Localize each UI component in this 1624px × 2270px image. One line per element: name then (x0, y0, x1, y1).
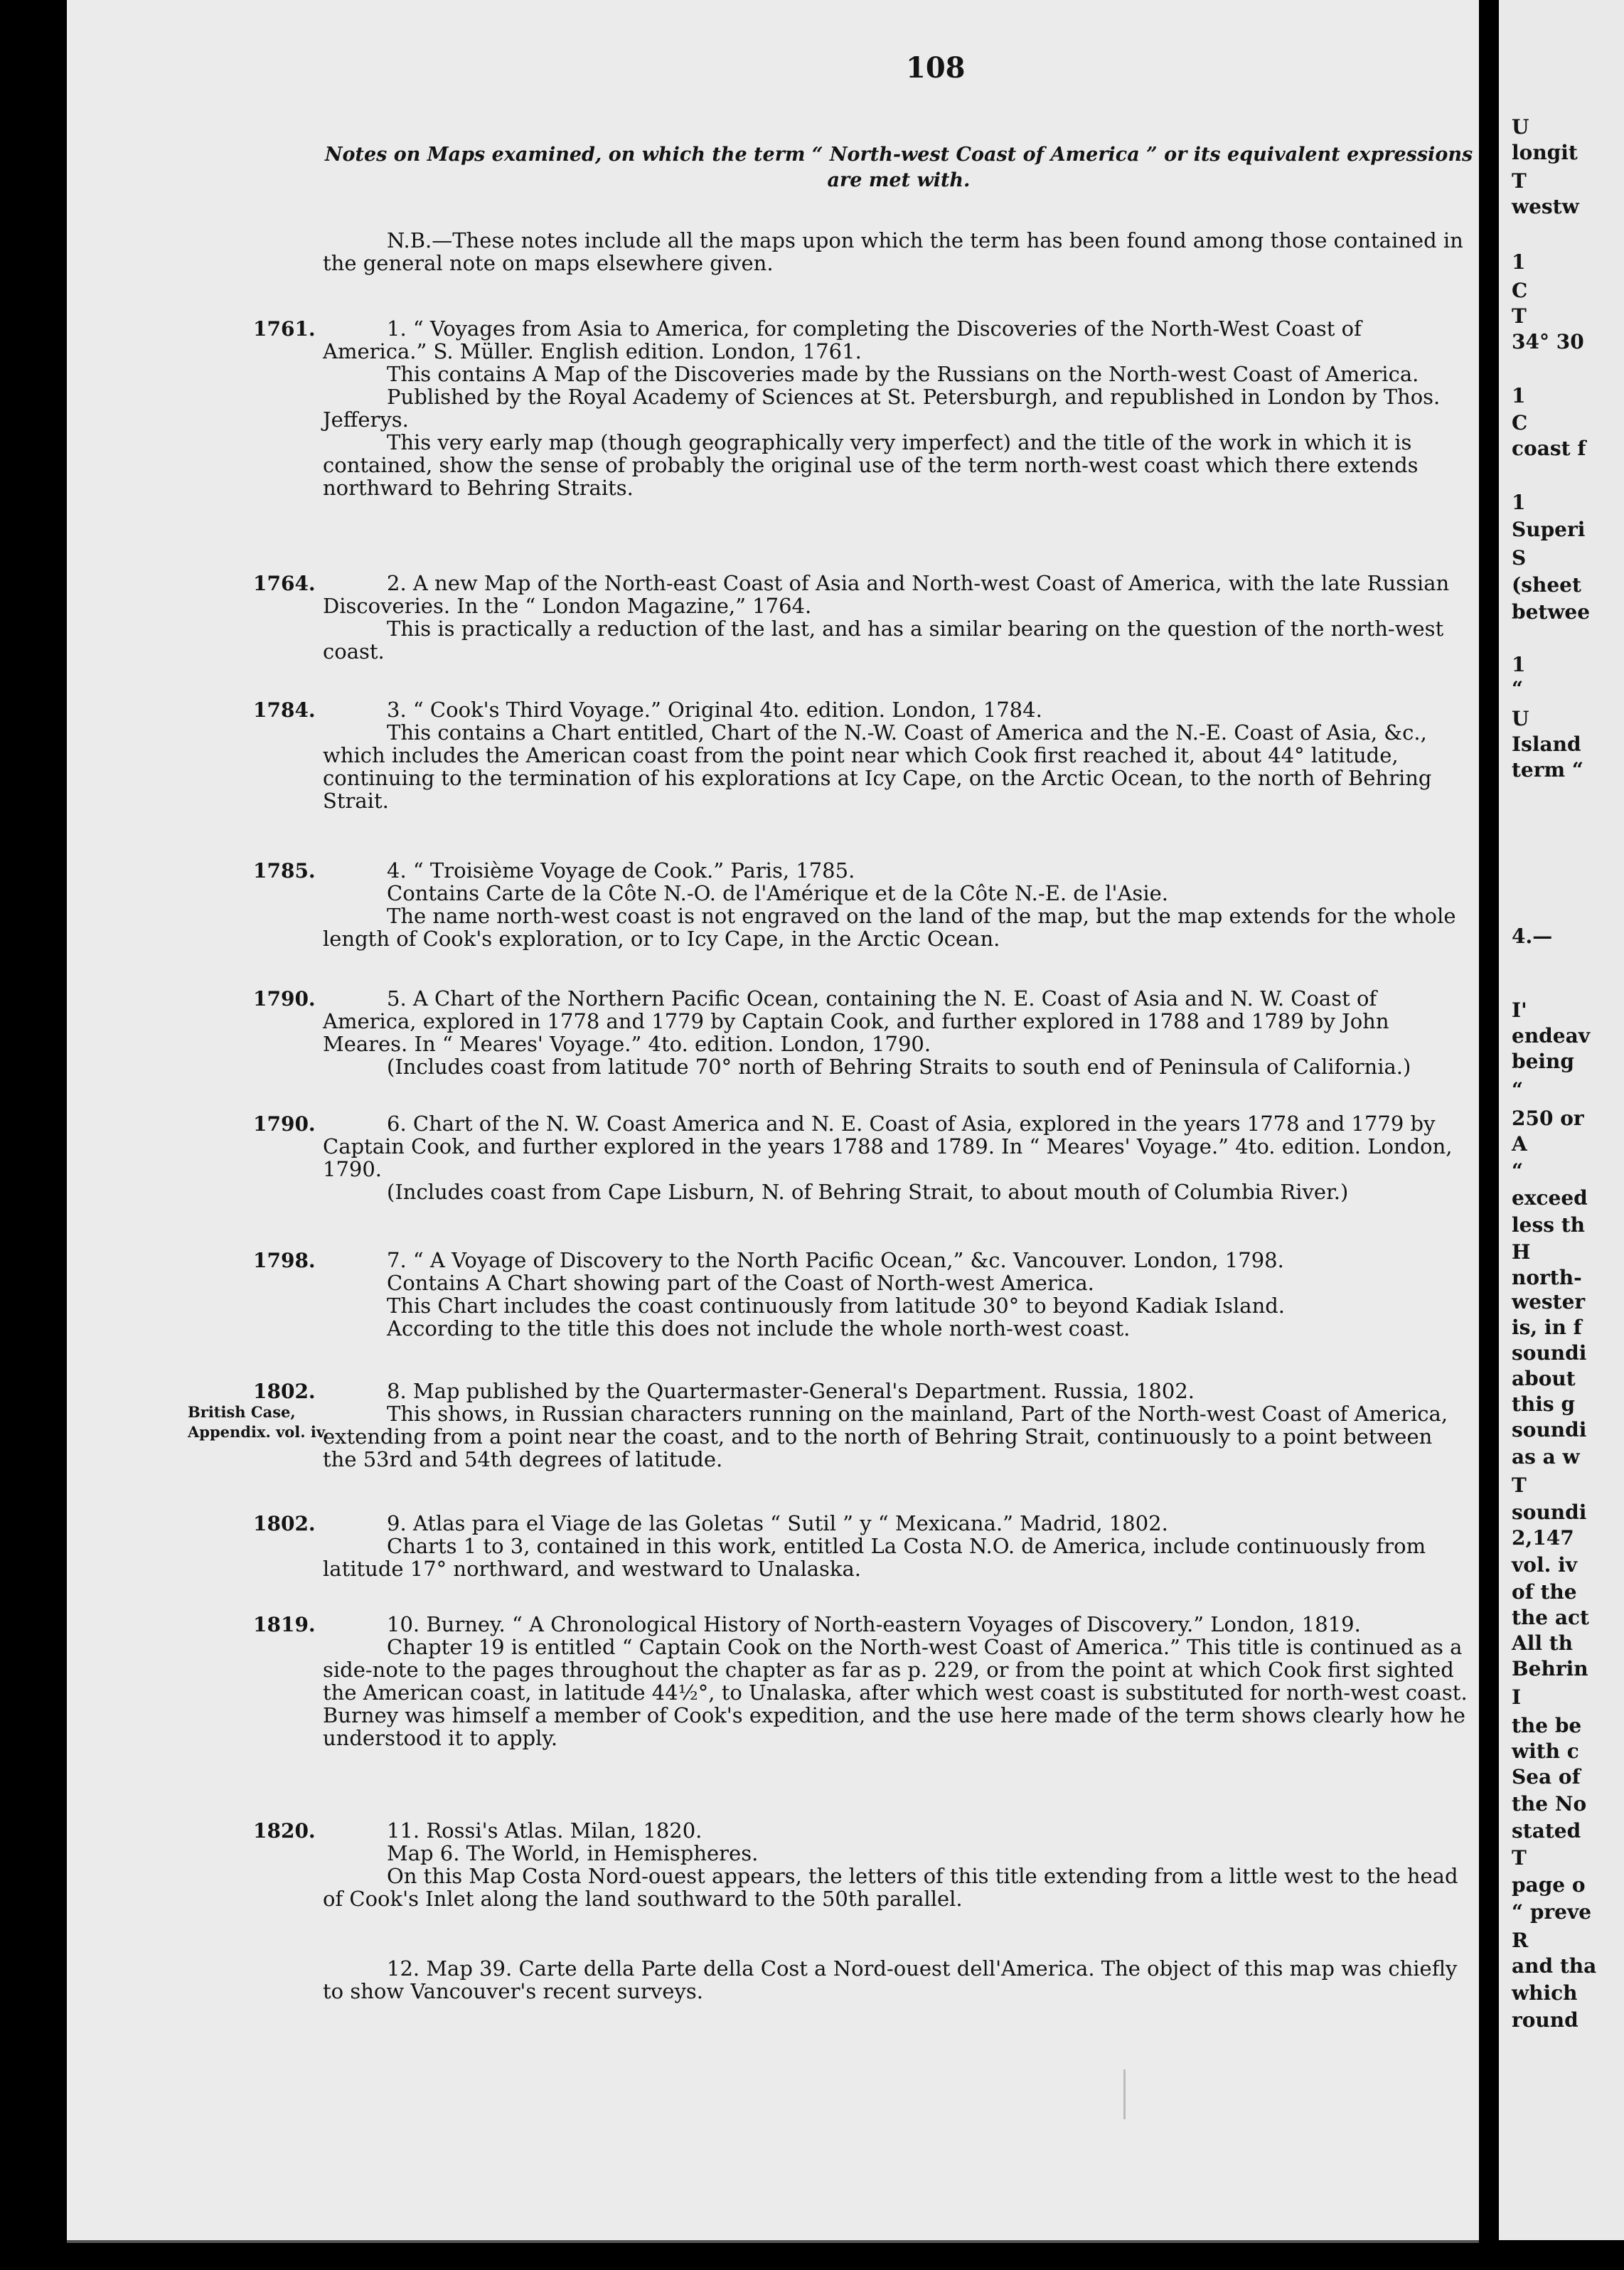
facing-page-line: I (1512, 1685, 1522, 1709)
facing-page-line: vol. iv (1512, 1553, 1577, 1577)
facing-page-strip (1479, 0, 1624, 2240)
map-entry (323, 1512, 1468, 1580)
facing-page-line: wester (1512, 1290, 1586, 1313)
map-entry (323, 1112, 1468, 1203)
facing-page-line: Sea of (1512, 1765, 1581, 1789)
facing-page-line: soundi (1512, 1341, 1587, 1365)
entry-paragraph: This contains a Chart entitled, Chart of the N.-W. Coast of America and the N.-E. Coast of Asia, &c., which includes the American coast from the point near which Cook first reached it, about 44° latitude, continuing to the termination of his explorations at Icy Cape, on the Arctic Ocean, to the north of Behring Strait. (323, 720, 1432, 813)
map-entry (323, 987, 1468, 1078)
entry-paragraph: 9. Atlas para el Viage de las Goletas “ Sutil ” y “ Mexicana.” Madrid, 1802. (387, 1511, 1168, 1535)
facing-page-line: with c (1512, 1739, 1579, 1763)
facing-page-line: U (1512, 115, 1529, 139)
entry-paragraph: 8. Map published by the Quartermaster-General's Department. Russia, 1802. (387, 1379, 1195, 1403)
facing-page-line: stated (1512, 1819, 1581, 1843)
entry-paragraph: On this Map Costa Nord-ouest appears, the letters of this title extending from a little west to the head of Cook's Inlet along the land southward to the 50th parallel. (323, 1864, 1458, 1911)
facing-page-line: less th (1512, 1213, 1586, 1237)
entry-paragraph: Contains Carte de la Côte N.-O. de l'Amérique et de la Côte N.-E. de l'Asie. (387, 881, 1168, 905)
entry-paragraph: 5. A Chart of the Northern Pacific Ocean, containing the N. E. Coast of Asia and N. W. Coast of America, explored in 1778 and 1779 by Captain Cook, and further explored in 1788 and 1789 by John Meares. In “ Meares' Voyage.” 4to. edition. London, 1790. (323, 986, 1389, 1056)
facing-page-line: the No (1512, 1792, 1587, 1816)
facing-page-line: westw (1512, 195, 1579, 218)
entry-year: 1802. (253, 1512, 316, 1535)
entry-year: 1802. (253, 1380, 316, 1403)
map-entry (323, 1249, 1468, 1340)
entry-paragraph: This shows, in Russian characters running on the mainland, Part of the North-west Coast of America, extending from a point near the coast, and to the north of Behring Strait, continuously to a point between the 53rd and 54th degrees of latitude. (323, 1402, 1448, 1471)
facing-page-line: All th (1512, 1631, 1574, 1655)
entry-year: 1784. (253, 698, 316, 722)
facing-page-line: T (1512, 1474, 1527, 1497)
map-entry (323, 859, 1468, 950)
entry-paragraph: (Includes coast from latitude 70° north of Behring Straits to south end of Peninsula of California.) (387, 1055, 1411, 1079)
facing-page-line: exceed (1512, 1186, 1588, 1210)
page-heading: Notes on Maps examined, on which the term “ North-west Coast of America ” or its equivalent expressions are met with. (324, 144, 1473, 191)
facing-page-line: about (1512, 1367, 1576, 1390)
facing-page-line: being (1512, 1050, 1574, 1073)
map-entry (323, 572, 1468, 663)
entry-paragraph: 12. Map 39. Carte della Parte della Cost a Nord-ouest dell'America. The object of this map was chiefly to show Vancouver's recent surveys. (323, 1956, 1458, 2003)
entry-paragraph: The name north-west coast is not engraved on the land of the map, but the map extends for the whole length of Cook's exploration, or to Icy Cape, in the Arctic Ocean. (323, 904, 1456, 951)
facing-page-line: T (1512, 1846, 1527, 1870)
facing-page-line: is, in f (1512, 1316, 1582, 1339)
facing-page-line: “ (1512, 677, 1524, 700)
map-entry (323, 1613, 1468, 1749)
map-entry (323, 1819, 1468, 1910)
entry-paragraph: This is practically a reduction of the last, and has a similar bearing on the question of the north-west coast. (323, 617, 1444, 664)
facing-page-line: betwee (1512, 600, 1591, 624)
intro-note: N.B.—These notes include all the maps upon which the term has been found among those contained in the general note on maps elsewhere given. (323, 228, 1463, 275)
facing-page-line: (sheet (1512, 573, 1581, 597)
facing-page-line: S (1512, 546, 1527, 570)
entry-paragraph: Published by the Royal Academy of Sciences at St. Petersburgh, and republished in London by Thos. Jefferys. (323, 385, 1441, 432)
facing-page-line: T (1512, 169, 1527, 193)
entry-paragraph: Map 6. The World, in Hemispheres. (387, 1841, 759, 1865)
facing-page-line: “ (1512, 1159, 1524, 1183)
facing-page-line: term “ (1512, 758, 1583, 782)
entry-year: 1761. (253, 317, 316, 341)
entry-year: 1820. (253, 1819, 316, 1843)
facing-page-line: 4.— (1512, 924, 1553, 948)
facing-page-line: A (1512, 1132, 1527, 1156)
entry-paragraph: Contains A Chart showing part of the Coast of North-west America. (387, 1271, 1094, 1295)
margin-note: British Case, Appendix. vol. iv. (188, 1403, 329, 1441)
map-entry (323, 698, 1468, 812)
facing-page-line: coast f (1512, 437, 1586, 460)
facing-page-line: 250 or (1512, 1107, 1584, 1130)
facing-page-line: 1 (1512, 384, 1526, 407)
facing-page-line: north- (1512, 1266, 1582, 1289)
facing-page-line: 1 (1512, 491, 1526, 514)
map-entry (323, 1380, 1468, 1471)
page-number: 108 (906, 51, 966, 85)
facing-page-line: and tha (1512, 1954, 1597, 1978)
facing-page-line: C (1512, 411, 1528, 435)
facing-page-line: 34° 30 (1512, 330, 1584, 353)
entry-paragraph: Charts 1 to 3, contained in this work, entitled La Costa N.O. de America, include continuously from latitude 17° northward, and westward to Unalaska. (323, 1534, 1426, 1581)
facing-page-line: “ (1512, 1078, 1524, 1102)
entry-paragraph: Chapter 19 is entitled “ Captain Cook on the North-west Coast of America.” This title is continued as a side-note to the pages throughout the chapter as far as p. 229, or from the point at which Cook first sighted the American coast, in latitude 44½°, to Unalaska, after which west coast is substituted for north-west coast. Burney was himself a member of Cook's expedition, and the use here made of the term shows clearly how he understood it to apply. (323, 1635, 1468, 1750)
entry-paragraph: This contains A Map of the Discoveries made by the Russians on the North-west Coast of America. (387, 362, 1419, 386)
entry-paragraph: 6. Chart of the N. W. Coast America and N. E. Coast of Asia, explored in the years 1778 and 1779 by Captain Cook, and further explored in the years 1788 and 1789. In “ Meares' Voyage.” 4to. edition. London, 1790. (323, 1112, 1453, 1181)
map-entry (323, 317, 1468, 499)
facing-page-line: the be (1512, 1714, 1582, 1737)
entry-paragraph: 2. A new Map of the North-east Coast of Asia and North-west Coast of America, with the late Russian Discoveries. In the “ London Magazine,” 1764. (323, 571, 1450, 618)
entry-paragraph: This very early map (though geographically very imperfect) and the title of the work in which it is contained, show the sense of probably the original use of the term north-west coast which there extends northward to Behring Straits. (323, 430, 1419, 500)
facing-page-line: 2,147 (1512, 1526, 1574, 1550)
map-entry (323, 1957, 1468, 2003)
entry-paragraph: 10. Burney. “ A Chronological History of North-eastern Voyages of Discovery.” London, 1819. (387, 1612, 1361, 1636)
facing-page-line: the act (1512, 1606, 1589, 1629)
facing-page-line: C (1512, 279, 1528, 302)
facing-page-line: longit (1512, 141, 1578, 164)
facing-page-line: Behrin (1512, 1657, 1588, 1680)
document-page (67, 0, 1479, 2243)
entry-paragraph: According to the title this does not include the whole north-west coast. (387, 1316, 1131, 1341)
facing-page-line: 1 (1512, 250, 1526, 274)
facing-page-line: “ preve (1512, 1900, 1592, 1924)
facing-page-line: U (1512, 707, 1529, 730)
scan-mark (1123, 2069, 1126, 2119)
facing-page-line: round (1512, 2008, 1578, 2032)
facing-page-line: page o (1512, 1873, 1586, 1897)
entry-year: 1790. (253, 987, 316, 1011)
facing-page-line: this g (1512, 1392, 1576, 1416)
facing-page-line: H (1512, 1240, 1531, 1264)
entry-paragraph: 1. “ Voyages from Asia to America, for completing the Discoveries of the North-West Coast of America.” S. Müller. English edition. London, 1761. (323, 316, 1362, 363)
entry-year: 1785. (253, 859, 316, 883)
facing-page-line: Superi (1512, 518, 1586, 541)
facing-page-line: endeav (1512, 1024, 1590, 1048)
entry-year: 1819. (253, 1613, 316, 1636)
facing-page-line: 1 (1512, 653, 1526, 676)
facing-page-line: Island (1512, 732, 1581, 756)
facing-page-line: which (1512, 1981, 1578, 2005)
entry-year: 1764. (253, 572, 316, 595)
entry-paragraph: (Includes coast from Cape Lisburn, N. of Behring Strait, to about mouth of Columbia River.) (387, 1180, 1349, 1204)
facing-page (1499, 0, 1624, 2240)
entry-paragraph: 11. Rossi's Atlas. Milan, 1820. (387, 1818, 703, 1843)
facing-page-line: of the (1512, 1580, 1577, 1604)
entry-year: 1790. (253, 1112, 316, 1136)
facing-page-line: as a w (1512, 1445, 1580, 1469)
facing-page-line: soundi (1512, 1418, 1587, 1442)
entry-paragraph: 4. “ Troisième Voyage de Cook.” Paris, 1785. (387, 858, 855, 883)
facing-page-line: R (1512, 1929, 1529, 1952)
entry-year: 1798. (253, 1249, 316, 1272)
entry-paragraph: 3. “ Cook's Third Voyage.” Original 4to. edition. London, 1784. (387, 698, 1042, 722)
entry-paragraph: This Chart includes the coast continuously from latitude 30° to beyond Kadiak Island. (387, 1294, 1286, 1318)
facing-page-line: T (1512, 304, 1527, 328)
facing-page-line: soundi (1512, 1501, 1587, 1524)
entry-paragraph: 7. “ A Voyage of Discovery to the North Pacific Ocean,” &c. Vancouver. London, 1798. (387, 1248, 1284, 1272)
facing-page-line: I' (1512, 998, 1527, 1022)
